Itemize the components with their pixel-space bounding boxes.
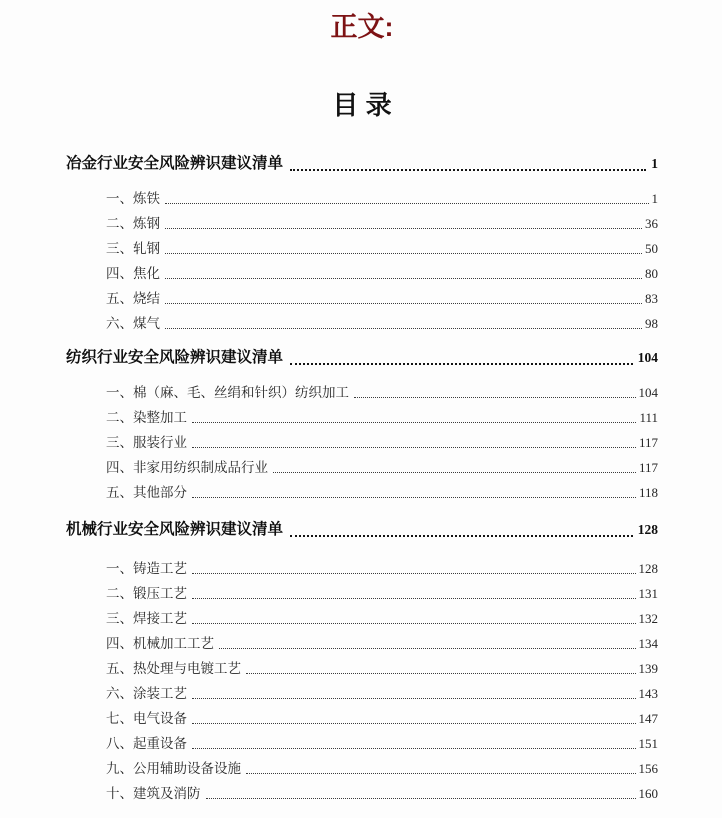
toc-entry — [66, 731, 658, 756]
toc-items — [66, 556, 658, 806]
toc-page-number: 104 — [637, 350, 658, 365]
dot-leader — [192, 430, 636, 448]
dot-leader — [354, 380, 636, 398]
toc-page-number: 117 — [638, 435, 658, 450]
toc-page-number: 139 — [638, 661, 658, 676]
toc-entry-label: 四、机械加工工艺 — [106, 636, 214, 651]
toc-title: 目录 — [332, 91, 399, 120]
toc-section-heading — [66, 151, 658, 177]
toc-page-number: 50 — [645, 241, 658, 256]
toc-entry — [66, 631, 658, 656]
toc-page-number: 83 — [645, 291, 658, 306]
toc-items — [66, 380, 658, 505]
toc-page-number: 160 — [638, 786, 658, 801]
toc-entry — [66, 656, 658, 681]
dot-leader — [219, 631, 636, 649]
toc — [66, 151, 658, 806]
dot-leader — [165, 211, 642, 229]
toc-entry-label: 一、炼铁 — [106, 191, 160, 206]
toc-page-number: 128 — [638, 561, 658, 576]
toc-entry — [66, 480, 658, 505]
toc-section — [66, 517, 658, 806]
dot-leader — [165, 311, 642, 329]
toc-entry-label: 二、炼钢 — [106, 216, 160, 231]
toc-entry-label: 八、起重设备 — [106, 736, 187, 751]
toc-page-number: 80 — [645, 266, 658, 281]
toc-page-number: 1 — [651, 156, 658, 171]
toc-page-number: 111 — [639, 410, 658, 425]
toc-entry-label: 七、电气设备 — [106, 711, 187, 726]
dot-leader — [206, 781, 636, 799]
toc-entry-label: 二、染整加工 — [106, 410, 187, 425]
toc-page-number: 143 — [638, 686, 658, 701]
toc-page-number: 117 — [638, 460, 658, 475]
toc-entry-label: 一、铸造工艺 — [106, 561, 187, 576]
toc-section-heading — [66, 517, 658, 543]
toc-page-number: 131 — [638, 586, 658, 601]
dot-leader — [192, 731, 636, 749]
toc-entry — [66, 556, 658, 581]
toc-section-title: 纺织行业安全风险辨识建议清单 — [66, 349, 284, 366]
toc-entry — [66, 405, 658, 430]
toc-entry — [66, 236, 658, 261]
toc-entry-label: 三、焊接工艺 — [106, 611, 187, 626]
toc-entry — [66, 606, 658, 631]
toc-entry — [66, 455, 658, 480]
toc-page-number: 134 — [638, 636, 658, 651]
toc-entry-label: 四、焦化 — [106, 266, 160, 281]
toc-section-heading — [66, 345, 658, 371]
toc-page-number: 118 — [638, 485, 658, 500]
toc-entry — [66, 286, 658, 311]
toc-section — [66, 151, 658, 336]
toc-entry — [66, 380, 658, 405]
dot-leader — [192, 681, 636, 699]
toc-section-title: 冶金行业安全风险辨识建议清单 — [66, 155, 284, 172]
toc-entry-label: 三、轧钢 — [106, 241, 160, 256]
toc-entry — [66, 706, 658, 731]
toc-items — [66, 186, 658, 336]
body-label: 正文: — [330, 12, 394, 42]
dot-leader — [165, 186, 649, 204]
toc-page-number: 151 — [638, 736, 658, 751]
toc-entry-label: 十、建筑及消防 — [106, 786, 201, 801]
toc-page-number: 128 — [637, 522, 658, 537]
dot-leader — [192, 556, 636, 574]
toc-entry — [66, 781, 658, 806]
toc-page-number: 98 — [645, 316, 658, 331]
toc-entry — [66, 756, 658, 781]
dot-leader — [165, 286, 642, 304]
toc-entry — [66, 261, 658, 286]
toc-entry — [66, 311, 658, 336]
toc-entry-label: 二、锻压工艺 — [106, 586, 187, 601]
toc-entry — [66, 430, 658, 455]
toc-entry-label: 九、公用辅助设备设施 — [106, 761, 241, 776]
toc-entry-label: 五、热处理与电镀工艺 — [106, 661, 241, 676]
toc-entry — [66, 681, 658, 706]
toc-entry-label: 五、其他部分 — [106, 485, 187, 500]
toc-page-number: 132 — [638, 611, 658, 626]
toc-entry-label: 五、烧结 — [106, 291, 160, 306]
toc-entry — [66, 581, 658, 606]
dot-leader — [192, 405, 636, 423]
dot-leader — [192, 581, 636, 599]
toc-entry-label: 六、涂装工艺 — [106, 686, 187, 701]
toc-page-number: 147 — [638, 711, 658, 726]
dot-leader — [246, 756, 636, 774]
toc-section-title: 机械行业安全风险辨识建议清单 — [66, 521, 284, 538]
toc-entry-label: 三、服装行业 — [106, 435, 187, 450]
toc-page-number: 104 — [638, 385, 658, 400]
dot-leader — [165, 236, 642, 254]
toc-entry-label: 一、棉（麻、毛、丝绢和针织）纺织加工 — [106, 385, 349, 400]
dot-leader — [192, 706, 636, 724]
dot-leader — [192, 606, 636, 624]
toc-page-number: 36 — [645, 216, 658, 231]
toc-entry — [66, 211, 658, 236]
dot-leader — [290, 517, 633, 537]
dot-leader — [192, 480, 636, 498]
toc-page-number: 156 — [638, 761, 658, 776]
dot-leader — [246, 656, 636, 674]
dot-leader — [273, 455, 636, 473]
toc-page-number: 1 — [651, 191, 658, 206]
toc-section — [66, 345, 658, 505]
toc-entry — [66, 186, 658, 211]
toc-entry-label: 四、非家用纺织制成品行业 — [106, 460, 268, 475]
dot-leader — [165, 261, 642, 279]
toc-entry-label: 六、煤气 — [106, 316, 160, 331]
dot-leader — [290, 345, 633, 365]
dot-leader — [290, 151, 646, 171]
